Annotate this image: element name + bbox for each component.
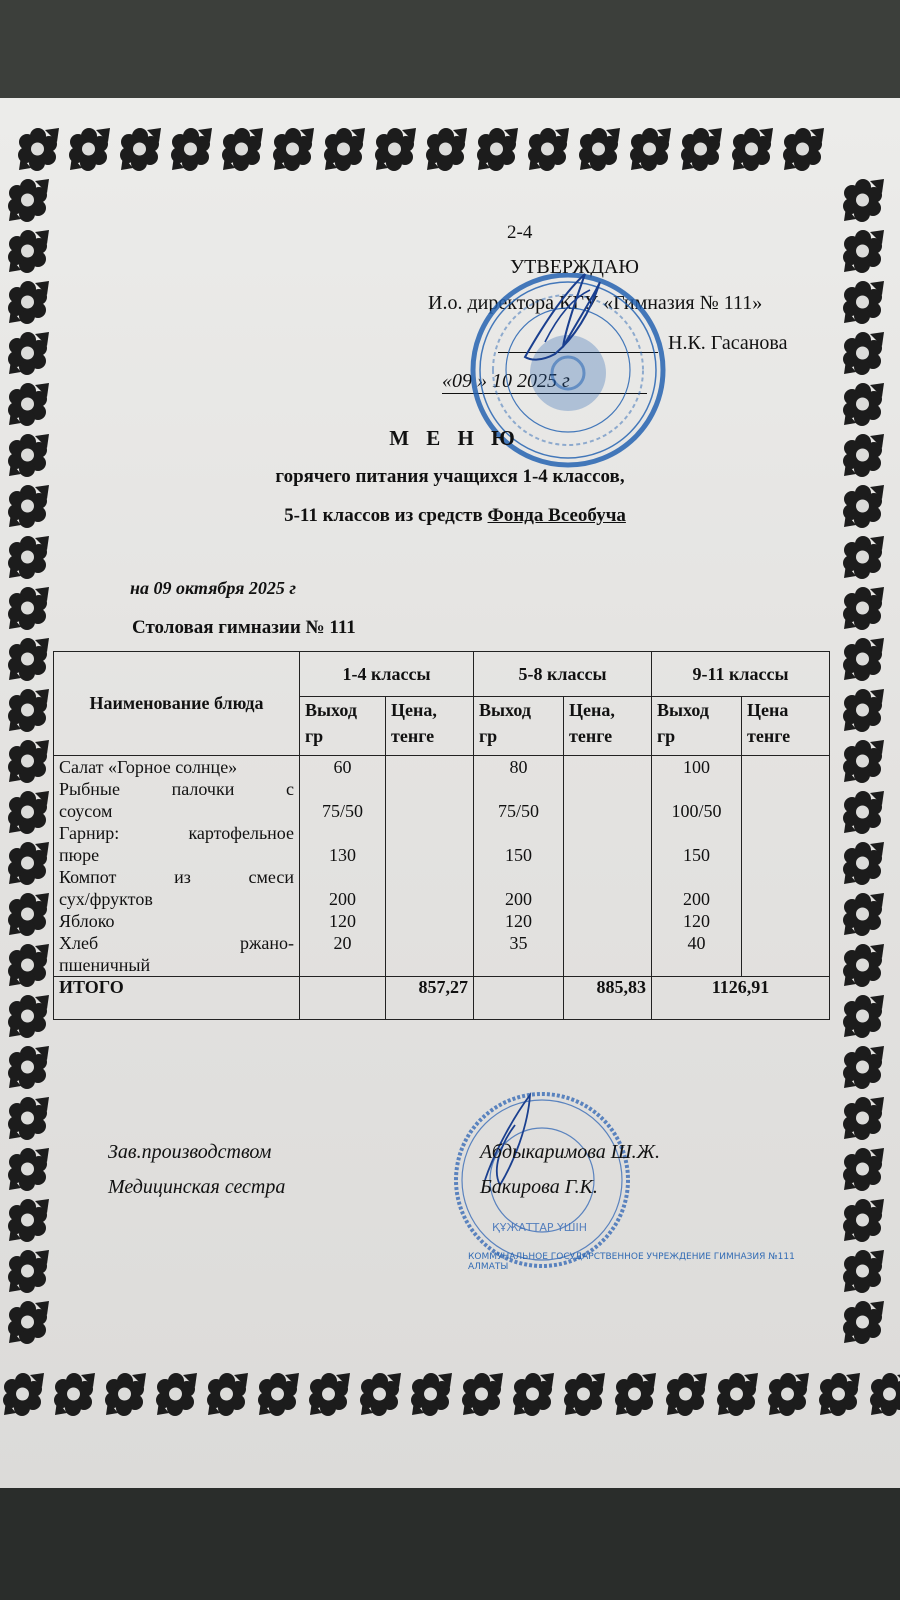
canteen-name: Столовая гимназии № 111 [132,617,356,638]
price-1-4-empty [386,756,474,977]
footer-role-nurse: Медицинская сестра [108,1176,286,1198]
price-header [742,697,830,756]
dish-word: Компот [59,867,117,887]
signature2-icon [470,1090,550,1190]
price-header [564,697,652,756]
footer-name-production: Абдыкаримова Ш.Ж. [480,1141,660,1163]
dish-yield: 80 [509,757,528,777]
dish-name-line: Яблоко [59,911,115,931]
dish-yield: 150 [683,845,710,865]
dish-word: картофельное [188,823,294,843]
dish-word: палочки [171,779,235,799]
stamp1-text: КОММУНАЛЬНОЕ ГОСУДАРСТВЕННОЕ УЧРЕЖДЕНИЕ ГИМНАЗИЯ №111 АЛМАТЫ [468,1252,795,1273]
dish-word: Рыбные [59,779,120,799]
dish-name-line: пшеничный [59,955,151,975]
spacer [657,778,736,800]
sub-header-line: тенге [747,726,791,746]
dish-name-line [59,866,294,888]
dish-yield: 75/50 [321,801,363,821]
dish-list [54,756,300,977]
dish-name-line: соусом [59,801,113,821]
dish-yield: 20 [333,933,352,953]
dish-name-line [59,778,294,800]
sub-header-line: Цена [747,700,789,720]
dish-yield: 60 [333,757,352,777]
dish-yield: 100 [683,757,710,777]
dish-name-line: пюре [59,845,100,865]
yield-header [652,697,742,756]
sub-header-line: тенге [569,726,613,746]
dish-word: смеси [248,867,294,887]
total-row [54,977,830,1020]
spacer [657,866,736,888]
spacer [305,778,380,800]
total-price-9-11: 1126,91 [652,977,830,1020]
sub-header-line: Выход [479,700,531,720]
dish-yield: 150 [505,845,532,865]
signature-icon [505,262,615,372]
spacer [657,954,736,976]
dish-name-header: Наименование блюда [54,652,300,756]
dish-name-line: сух/фруктов [59,889,153,909]
spacer [479,778,558,800]
price-5-8-empty [564,756,652,977]
group-header-5-8: 5-8 классы [474,652,652,697]
spacer [479,866,558,888]
sub-header-line: Выход [305,700,357,720]
subtitle-prefix: 5-11 классов из средств [284,505,488,526]
menu-date: на 09 октября 2025 г [130,578,297,598]
dish-name-line: Салат «Горное солнце» [59,757,238,777]
spacer [305,866,380,888]
total-label: ИТОГО [54,977,300,1020]
spacer [479,822,558,844]
dish-yield: 100/50 [671,801,722,821]
approval-role: И.о. директора КГУ «Гимназия № 111» [428,292,763,314]
total-price-1-4: 857,27 [386,977,474,1020]
dish-yield: 200 [505,889,532,909]
sub-header-line: Выход [657,700,709,720]
approval-heading: УТВЕРЖДАЮ [510,256,639,278]
dish-yield: 75/50 [497,801,539,821]
group-header-1-4: 1-4 классы [300,652,474,697]
spacer [305,822,380,844]
dish-yield: 40 [687,933,706,953]
sub-header-line: гр [305,726,324,746]
dish-yield: 120 [505,911,532,931]
dish-yield: 130 [329,845,356,865]
menu-table [53,651,830,1020]
approval-number: 2-4 [507,222,533,243]
spacer [305,954,380,976]
dish-yield: 200 [329,889,356,909]
price-header [386,697,474,756]
total-yield-5-8-empty [474,977,564,1020]
yield-header [300,697,386,756]
price-9-11-empty [742,756,830,977]
total-yield-1-4-empty [300,977,386,1020]
dish-yield: 120 [329,911,356,931]
yield-5-8 [474,756,564,977]
dish-yield: 200 [683,889,710,909]
sub-header-line: гр [479,726,498,746]
yield-9-11 [652,756,742,977]
footer-role-production: Зав.производством [108,1141,272,1163]
menu-subtitle-line2 [0,505,900,527]
sub-header-line: гр [657,726,676,746]
approval-date: «09 » 10 2025 г [442,370,647,394]
dish-word: из [174,867,191,887]
dish-name-line [59,932,294,954]
sub-header-line: Цена, [391,700,437,720]
dish-word: ржано- [239,933,294,953]
spacer [657,822,736,844]
yield-1-4 [300,756,386,977]
sub-header-line: тенге [391,726,435,746]
footer-name-nurse: Бакирова Г.К. [480,1176,598,1198]
dish-yield: 120 [683,911,710,931]
dish-yield: 35 [509,933,528,953]
dish-word: Хлеб [59,933,99,953]
group-header-9-11: 9-11 классы [652,652,830,697]
dish-word: Гарнир: [59,823,120,843]
spacer [479,954,558,976]
fund-name: Фонда Всеобуча [487,505,626,526]
dish-name-line [59,822,294,844]
dishes-row [54,756,830,977]
approval-name: Н.К. Гасанова [668,332,788,354]
dish-word: с [286,779,294,799]
menu-subtitle-line1: горячего питания учащихся 1-4 классов, [275,466,625,487]
total-price-5-8: 885,83 [564,977,652,1020]
menu-title: М Е Н Ю [389,426,521,450]
stamp2-text: ҚҰЖАТТАР ҮШІН [492,1221,587,1234]
yield-header [474,697,564,756]
sub-header-line: Цена, [569,700,615,720]
